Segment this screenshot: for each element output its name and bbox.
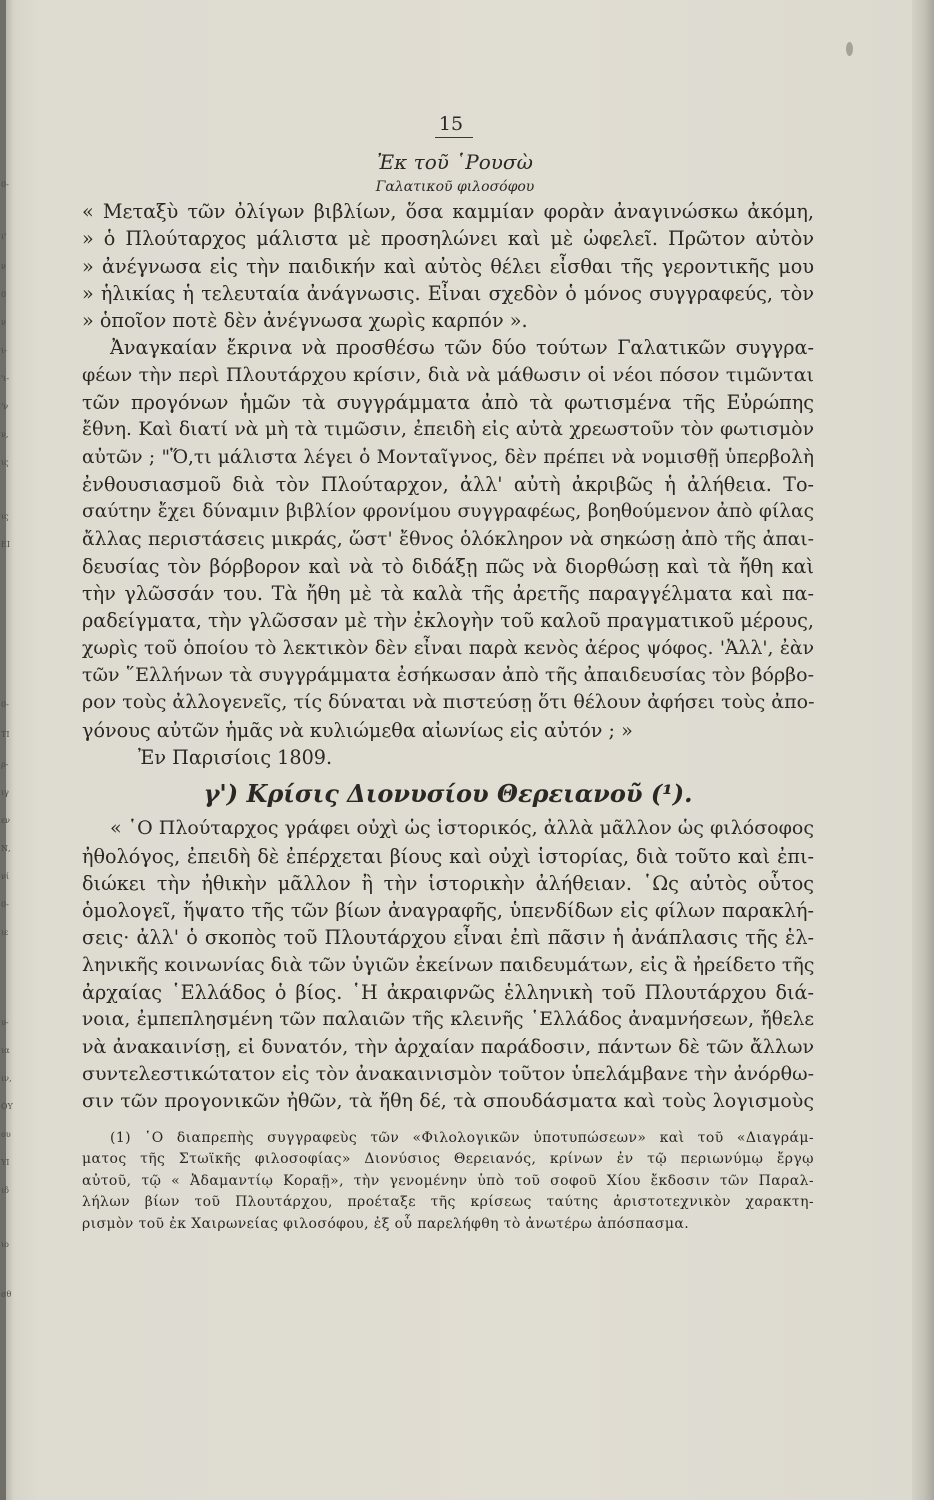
gutter-mark: ιδ — [1, 1186, 9, 1195]
footnote-line: ματος τῆς Στωϊκῆς φιλοσοφίας» Διονύσιος Θερειανός, κρίνων ἐν τῷ περιωνύμῳ ἔργῳ — [82, 1151, 814, 1167]
gutter-mark: 0- — [1, 180, 9, 189]
place-date: Ἐν Παρισίοις 1809. — [138, 745, 333, 769]
gutter-mark: 0- — [1, 700, 9, 709]
gutter-mark: ΥΙ — [1, 1158, 10, 1167]
text-line: » ἡλικίας ἡ τελευταία ἀνάγνωσις. Εἶναι σχεδὸν ὁ μόνος συγγραφεύς, τὸν — [82, 281, 814, 305]
gutter-mark: σθ — [1, 1290, 12, 1299]
gutter-mark: ι' — [1, 232, 7, 241]
gutter-mark: νί — [1, 872, 9, 881]
footnote-line: ρισμὸν τοῦ ἐκ Χαιρωνείας φιλοσόφου, ἐξ οὗ παρελήφθη τὸ ἀνωτέρω ἀπόσπασμα. — [82, 1215, 690, 1232]
gutter-mark: ν, — [1, 430, 9, 439]
page-number: 15 — [438, 113, 464, 135]
text-line: σαύτην ἔχει δύναμιν βιβλίον φρονίμου συγγραφέως, βοηθούμενον ἀπὸ φίλας — [82, 501, 814, 523]
critique-section — [82, 815, 814, 1115]
gutter-mark: ιγ — [1, 788, 9, 797]
text-line: χωρὶς τοῦ ὁποίου τὸ λεκτικὸν δὲν εἶναι παρὰ κενὸς ἀέρος ψόφος. 'Ἀλλ', ἐὰν — [82, 637, 814, 659]
footnote-line: λήλων βίων τοῦ Πλουτάρχου, προέταξε τῆς κρίσεως ταύτης ἀριστοτεχνικὸν χαρακτη- — [82, 1194, 814, 1210]
gutter-mark: ου — [1, 1130, 11, 1139]
page-right-edge — [912, 0, 934, 1500]
section-title: γ') Κρίσις Διονυσίου Θερειανοῦ (¹). — [203, 779, 693, 809]
footnote-line: αὐτοῦ, τῷ « Ἀδαμαντίῳ Κοραῇ», τὴν γενομένην ὑπὸ τοῦ σοφοῦ Χίου ἔκδοσιν τῶν Παραλ- — [82, 1172, 814, 1189]
text-line: αὐτῶν ; "Ὅ,τι μάλιστα λέγει ὁ Μονταῖγνος, δὲν πρέπει νὰ νομισθῇ ὑπερβολὴ — [82, 446, 814, 468]
text-line: ληνικῆς κοινωνίας διὰ τῶν ὑγιῶν ἐκείνων παιδευμάτων, εἰς ἃ ἠρείδετο τῆς — [82, 953, 815, 976]
footnote-line: (1) ῾Ο διαπρεπὴς συγγραφεὺς τῶν «Φιλολογικῶν ὑποτυπώσεων» καὶ τοῦ «Διαγράμ- — [110, 1129, 814, 1146]
text-line: ἄλλας περιστάσεις μικράς, ὥστ' ἔθνος ὁλόκληρον νὰ σηκώσῃ ἀπὸ τῆς ἀπαι- — [82, 528, 814, 550]
gutter-mark: 'ν — [1, 402, 9, 411]
heading-source-subtitle: Γαλατικοῦ φιλοσόφου — [375, 179, 535, 195]
text-line: γόνους αὐτῶν ἡμᾶς νὰ κυλιώμεθα αἰωνίως εἰς αὐτόν ; » — [82, 718, 633, 742]
gutter-mark: ΕΙ — [1, 540, 10, 549]
text-line: φέων τὴν περὶ Πλουτάρχου κρίσιν, διὰ νὰ μάθωσιν οἱ νέοι πόσον τιμῶνται — [82, 363, 814, 386]
text-line: Ἀναγκαίαν ἔκρινα νὰ προσθέσω τῶν δύο τούτων Γαλατικῶν συγγρα- — [110, 336, 814, 360]
gutter-mark: 'ι- — [1, 374, 10, 383]
text-line: ὁμολογεῖ, ἥψατο τῆς τῶν βίων ἀναγραφῆς, ὑπενδίδων εἰς φίλων παρακλή- — [82, 899, 814, 923]
text-line: σιν τῶν προγονικῶν ἠθῶν, τὰ ἤθη δέ, τὰ σπουδάσματα καὶ τοὺς λογισμοὺς — [82, 1090, 814, 1113]
gutter-mark: ι- — [1, 346, 7, 355]
text-line: « Μεταξὺ τῶν ὀλίγων βιβλίων, ὅσα καμμίαν φορὰν ἀναγινώσκω ἀκόμη, — [82, 200, 814, 223]
text-line: ἠθολόγος, ἐπειδὴ δὲ ἐπέρχεται βίους καὶ οὐχὶ ἱστορίας, διὰ τοῦτο καὶ ἐπι- — [82, 844, 814, 868]
gutter-mark: ις — [1, 512, 9, 521]
text-line: νοια, ἐμπεπλησμένη τῶν παλαιῶν τῆς κλεινῆς ῾Ελλάδος ἀναμνήσεων, ἤθελε — [82, 1009, 814, 1031]
text-line: » ὁ Πλούταρχος μάλιστα μὲ προσηλώνει καὶ μὲ ὠφελεῖ. Πρῶτον αὐτὸν — [82, 227, 814, 251]
text-line: διώκει τὴν ἠθικὴν μᾶλλον ἢ τὴν ἱστορικὴν ἀλήθειαν. ῾Ως αὐτὸς οὗτος — [82, 871, 814, 895]
gutter-mark: 0 — [1, 290, 7, 299]
gutter-mark: Ν, — [1, 844, 11, 853]
heading-source-author: Ἐκ τοῦ ῾Ρουσὼ — [377, 150, 533, 174]
gutter-mark: ρ- — [1, 760, 9, 769]
gutter-mark: ν — [1, 318, 6, 327]
text-line: τὴν γλῶσσάν του. Τὰ ἤθη μὲ τὰ καλὰ τῆς ἀρετῆς παραγγέλματα καὶ πα- — [82, 582, 814, 606]
footnote — [82, 1128, 814, 1236]
gutter-mark: ιο — [1, 1240, 9, 1249]
text-line: ἀρχαίας ῾Ελλάδος ὁ βίος. ῾Η ἀκραιφνῶς ἑλληνικὴ τοῦ Πλουτάρχου διά- — [82, 981, 814, 1005]
gutter-mark: ΟΥ — [1, 1102, 13, 1111]
text-line: δευσίας τὸν βόρβορον καὶ νὰ τὸ διδάξῃ πῶς νὰ διορθώσῃ καὶ τὰ ἤθη καὶ — [82, 554, 814, 578]
gutter-mark: 0- — [1, 900, 9, 909]
text-line: « ῾Ο Πλούταρχος γράφει οὐχὶ ὡς ἱστορικός, ἀλλὰ μᾶλλον ὡς φιλόσοφος — [110, 817, 814, 840]
text-line: συντελεστικώτατον εἰς τὸν ἀνακαινισμὸν τοῦτον ὑπελάμβανε τὴν ἀνόρθω- — [82, 1062, 814, 1085]
text-line: ἐνθουσιασμοῦ διὰ τὸν Πλούταρχον, ἀλλ' αὐτὴ ἀκριβῶς ἡ ἀλήθεια. Το- — [82, 472, 814, 496]
gutter-mark: ιε — [1, 928, 9, 937]
previous-page-gutter — [0, 0, 14, 1500]
ink-spot — [846, 42, 853, 56]
text-line: ραδείγματα, τὴν γλῶσσαν μὲ τὴν ἐκλογὴν τοῦ καλοῦ πραγματικοῦ μέρους, — [82, 609, 814, 633]
page-content — [82, 112, 814, 1235]
text-line: τῶν ῞Ελλήνων τὰ συγγράμματα ἐσήκωσαν ἀπὸ τῆς ἀπαιδευσίας τὸν βόρβο- — [82, 664, 814, 687]
gutter-mark: ιν, — [1, 1074, 12, 1083]
text-line: σεις· ἀλλ' ὁ σκοπὸς τοῦ Πλουτάρχου εἶναι ἐπὶ πᾶσιν ἡ ἀνάπλασις τῆς ἑλ- — [82, 926, 814, 950]
gutter-mark: ν — [1, 262, 6, 271]
gutter-mark: υ- — [1, 1018, 9, 1027]
text-line: » ὁποῖον ποτὲ δὲν ἀνέγνωσα χωρὶς καρπόν ». — [82, 309, 528, 333]
quotation-section — [82, 198, 814, 744]
gutter-mark: ΤΙ — [1, 730, 10, 739]
gutter-mark: εν — [1, 816, 11, 825]
gutter-mark: ις — [1, 458, 9, 467]
text-line: ρον τοὺς ἀλλογενεῖς, τίς δύναται νὰ πιστεύσῃ ὅτι θέλουν ἀφήσει τοὺς ἀπο- — [82, 691, 815, 714]
text-line: ἔθνη. Καὶ διατί νὰ μὴ τὰ τιμῶσιν, ἐπειδὴ εἰς αὐτὰ χρεωστοῦν τὸν φωτισμὸν — [82, 419, 814, 441]
text-line: » ἀνέγνωσα εἰς τὴν παιδικήν καὶ αὐτὸς θέλει εἶσθαι τῆς γεροντικῆς μου — [82, 254, 814, 278]
text-line: νὰ ἀνακαινίσῃ, εἰ δυνατόν, τὴν ἀρχαίαν παράδοσιν, πάντων δὲ τῶν ἄλλων — [82, 1035, 814, 1058]
page-number-rule — [435, 137, 473, 138]
gutter-mark: ια — [1, 1046, 10, 1055]
text-line: τῶν προγόνων ἡμῶν τὰ συγγράμματα ἀπὸ τὰ φωτισμένα τῆς Εὐρώπης — [82, 391, 814, 415]
